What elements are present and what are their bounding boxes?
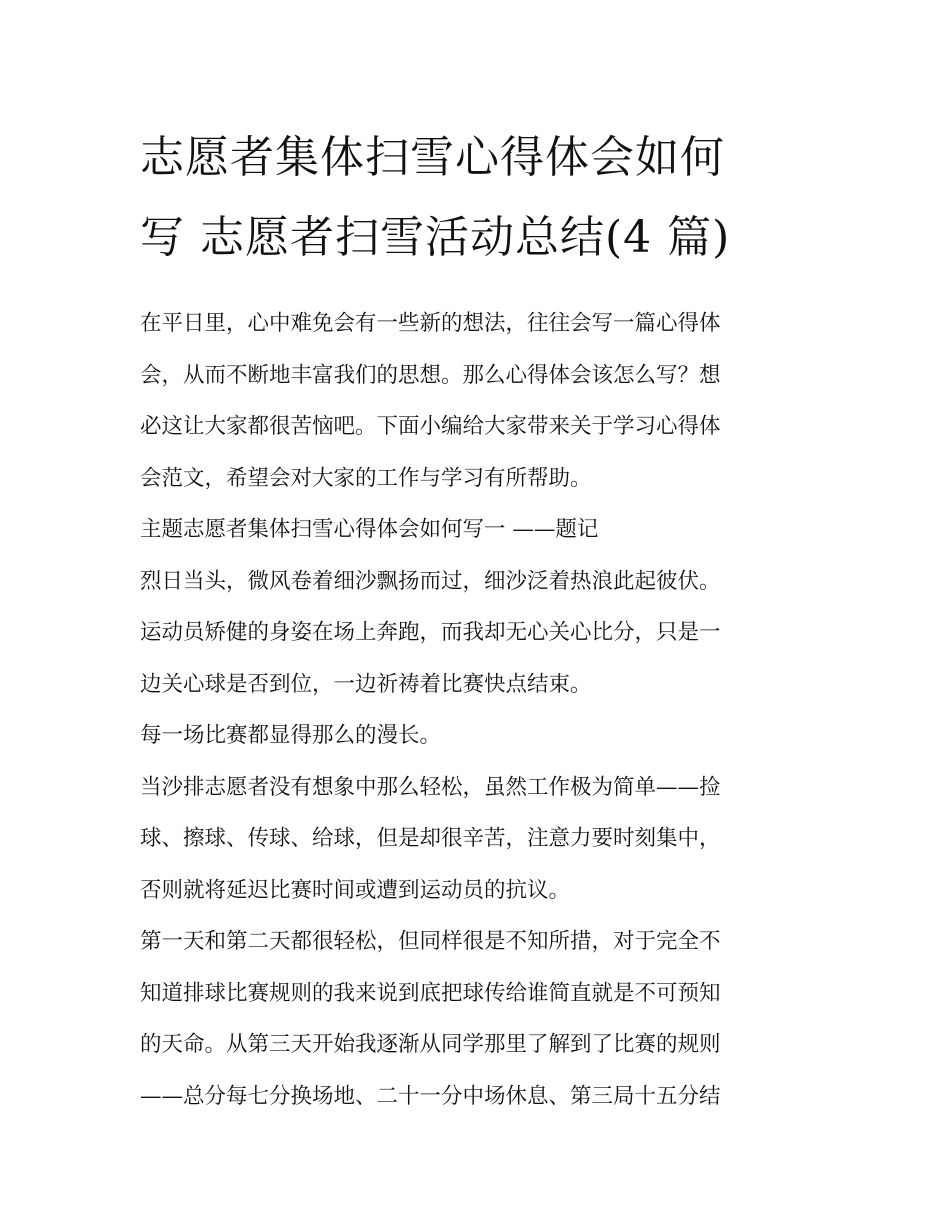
body-line: 每一场比赛都显得那么的漫长。 (140, 723, 442, 748)
title-line-1: 志愿者集体扫雪心得体会如何 (140, 132, 725, 183)
body-line: 会范文，希望会对大家的工作与学习有所帮助。 (140, 465, 592, 491)
body-line: 边关心球是否到位，一边祈祷着比赛快点结束。 (140, 671, 592, 697)
body-line: 第一天和第二天都很轻松，但同样很是不知所措，对于完全不 (140, 929, 721, 954)
document-page (140, 118, 812, 1122)
title-line-2: 写 志愿者扫雪活动总结(4 篇) (140, 212, 731, 263)
body-line: 会，从而不断地丰富我们的思想。那么心得体会该怎么写？想 (140, 362, 721, 388)
body-line: 烈日当头，微风卷着细沙飘扬而过，细沙泛着热浪此起彼伏。 (140, 568, 721, 594)
body-line: 否则就将延迟比赛时间或遭到运动员的抗议。 (140, 877, 571, 903)
body-line: 知道排球比赛规则的我来说到底把球传给谁简直就是不可预知 (140, 980, 721, 1006)
body-line: 当沙排志愿者没有想象中那么轻松，虽然工作极为简单——捡 (140, 774, 721, 800)
body-line: 在平日里，心中难免会有一些新的想法，往往会写一篇心得体 (140, 311, 721, 336)
body-line: 运动员矫健的身姿在场上奔跑，而我却无心关心比分，只是一 (140, 620, 721, 645)
body-line: 球、擦球、传球、给球，但是却很辛苦，注意力要时刻集中， (140, 826, 721, 851)
body-line: 的天命。从第三天开始我逐渐从同学那里了解到了比赛的规则 (140, 1032, 721, 1057)
body-line: 必这让大家都很苦恼吧。下面小编给大家带来关于学习心得体 (140, 414, 721, 439)
body-line: ——总分每七分换场地、二十一分中场休息、第三局十五分结 (140, 1083, 721, 1109)
document-title (140, 118, 812, 278)
body-line: 主题志愿者集体扫雪心得体会如何写一 ——题记 (140, 517, 599, 542)
document-body (140, 298, 812, 1122)
